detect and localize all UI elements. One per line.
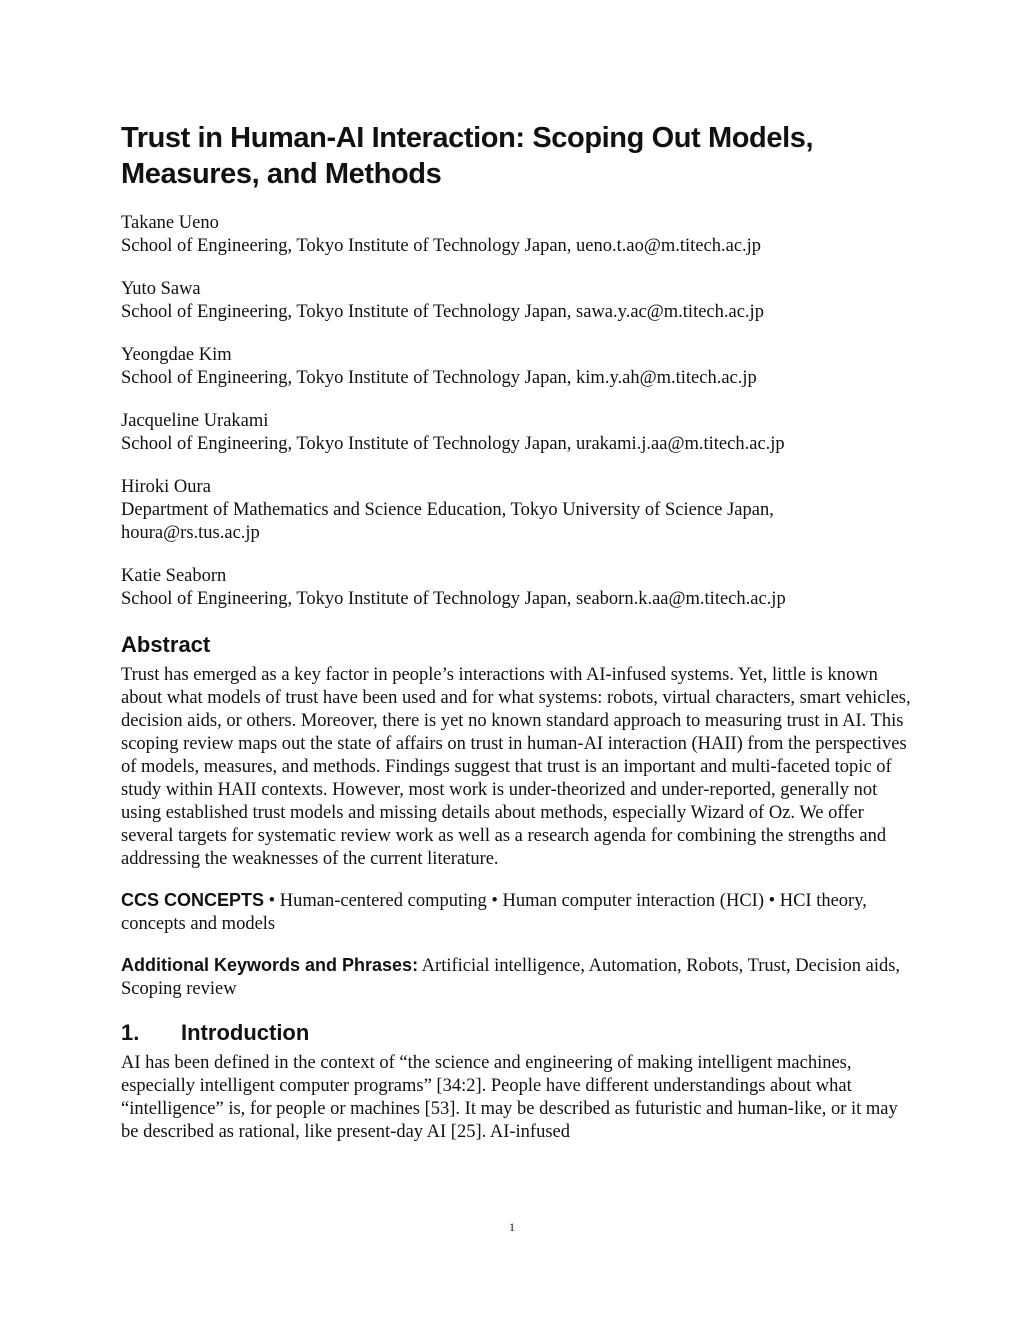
author-block [121, 565, 911, 611]
paper-title: Trust in Human-AI Interaction: Scoping Out Models, Measures, and Methods [121, 122, 814, 190]
ccs-concepts [121, 889, 911, 936]
keywords [121, 954, 911, 1001]
abstract-text: Trust has emerged as a key factor in people’s interactions with AI-infused systems. Yet, little is known about what models of trust have been used and for what systems: robots, virtual characters, smart vehicles, decision aids, or others. Moreover, there is yet no known standard approach to measuring trust in AI. This scoping review maps out the state of affairs on trust in human-AI interaction (HAII) from the perspectives of models, measures, and methods. Findings suggest that trust is an important and multi-faceted topic of study within HAII contexts. However, most work is under-theorized and under-reported, generally not using established trust models and missing details about methods, especially Wizard of Oz. We offer several targets for systematic review work as well as a research agenda for combining the strengths and addressing the weaknesses of the current literature. [121, 665, 911, 869]
keywords-text: Artificial intelligence, Automation, Robots, Trust, Decision aids, Scoping review [121, 956, 901, 999]
introduction-heading [121, 1019, 911, 1047]
ccs-heading: CCS CONCEPTS [121, 890, 265, 910]
keywords-heading: Additional Keywords and Phrases: [121, 955, 419, 975]
page-number: 1 [509, 1220, 515, 1234]
section-number: 1. [121, 1020, 140, 1045]
author-affiliation: School of Engineering, Tokyo Institute of Technology Japan, ueno.t.ao@m.titech.ac.jp [121, 236, 762, 256]
abstract-heading: Abstract [121, 632, 211, 657]
author-affiliation: School of Engineering, Tokyo Institute of Technology Japan, urakami.j.aa@m.titech.ac.jp [121, 434, 785, 454]
author-block [121, 476, 911, 545]
author-name: Takane Ueno [121, 213, 219, 233]
author-affiliation: School of Engineering, Tokyo Institute of Technology Japan, sawa.y.ac@m.titech.ac.jp [121, 302, 764, 322]
author-block [121, 344, 911, 390]
author-affiliation: School of Engineering, Tokyo Institute of Technology Japan, kim.y.ah@m.titech.ac.jp [121, 368, 757, 388]
author-block [121, 278, 911, 324]
author-name: Hiroki Oura [121, 477, 211, 497]
paper-page [121, 120, 911, 1162]
author-name: Jacqueline Urakami [121, 411, 269, 431]
author-block [121, 410, 911, 456]
author-affiliation: Department of Mathematics and Science Education, Tokyo University of Science Japan, houra@rs.tus.ac.jp [121, 500, 774, 543]
ccs-text: • Human-centered computing • Human computer interaction (HCI) • HCI theory, concepts and models [121, 891, 867, 934]
author-name: Katie Seaborn [121, 566, 227, 586]
introduction-text: AI has been defined in the context of “the science and engineering of making intelligent machines, especially intelligent computer programs” [34:2]. People have different understandings about what “intelligence” is, for people or machines [53]. It may be described as futuristic and human-like, or it may be described as rational, like present-day AI [25]. AI-infused [121, 1053, 898, 1142]
author-name: Yeongdae Kim [121, 345, 232, 365]
author-name: Yuto Sawa [121, 279, 201, 299]
author-block [121, 212, 911, 258]
author-affiliation: School of Engineering, Tokyo Institute of Technology Japan, seaborn.k.aa@m.titech.ac.jp [121, 589, 786, 609]
section-title: Introduction [181, 1020, 310, 1045]
